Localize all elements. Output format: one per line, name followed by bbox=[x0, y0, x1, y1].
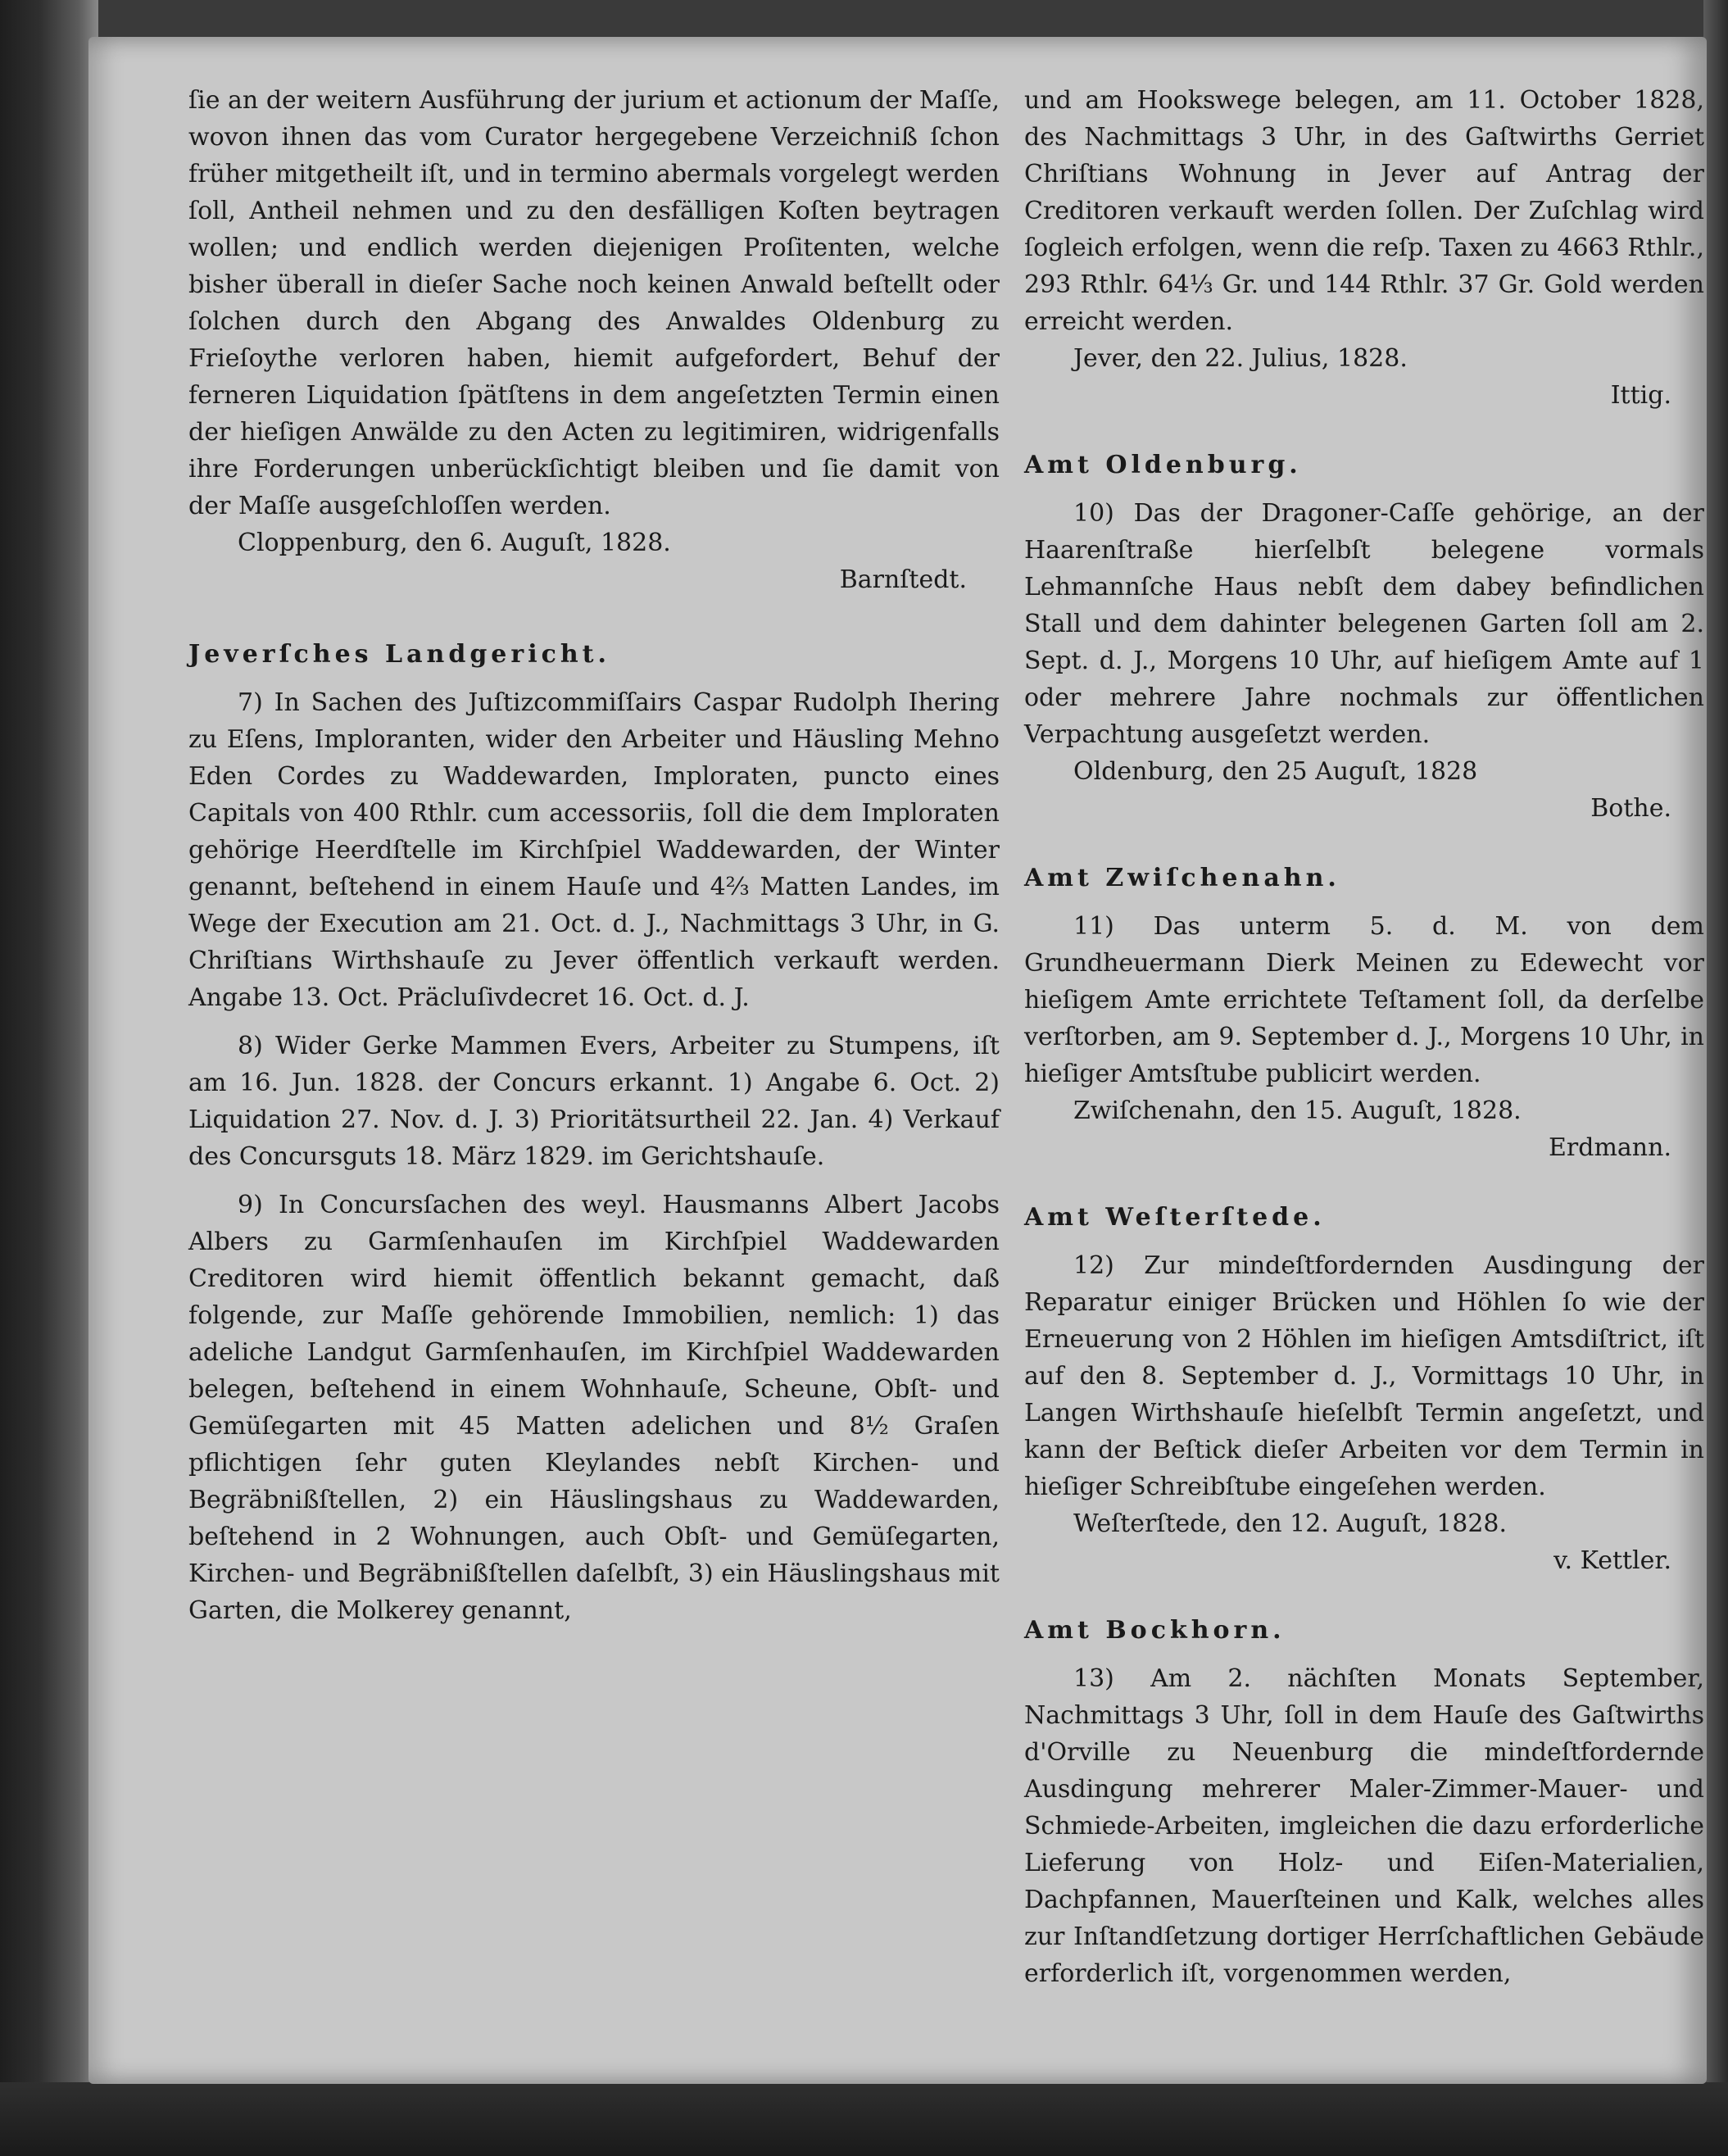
section-heading-westerstede: Amt Weſterſtede. bbox=[1024, 1203, 1326, 1232]
signature-barnstedt: Barnſtedt. bbox=[839, 565, 967, 594]
dateline-oldenburg: Oldenburg, den 25 Auguſt, 1828 bbox=[1073, 757, 1478, 786]
section-heading-oldenburg: Amt Oldenburg. bbox=[1024, 451, 1302, 479]
book-binding-left bbox=[0, 0, 98, 2156]
book-edge-bottom bbox=[0, 2082, 1728, 2156]
signature-kettler: v. Kettler. bbox=[1553, 1546, 1671, 1575]
notice-10: 10) Das der Dragoner-Caſſe gehörige, an der Haarenſtraße hierſelbſt belegene vormals Lehmannſche Haus nebſt dem dabey befindlichen Stall und dem dahinter belegenen Garten ſoll am 2. Sept. d. J., Morgens 10 Uhr, auf hieſigem Amte auf 1 oder mehrere Jahre nochmals zur öffentlichen Verpachtung ausgeſetzt werden. bbox=[1024, 499, 1704, 749]
dateline-westerstede: Weſterſtede, den 12. Auguſt, 1828. bbox=[1073, 1509, 1508, 1538]
paragraph-continuation-left: ſie an der weitern Ausführung der jurium et actionum der Maſſe, wovon ihnen das vom Curator hergegebene Verzeichniß ſchon früher mitgetheilt iſt, und in termino abermals vorgelegt werden ſoll, Antheil nehmen und zu den desfälligen Koſten beytragen wollen; und endlich werden diejenigen Proſitenten, welche bisher überall in dieſer Sache noch keinen Anwald beſtellt oder ſolchen durch den Abgang des Anwaldes Oldenburg zu Frieſoythe verloren haben, hiemit aufgefordert, Behuf der ferneren Liquidation ſpätſtens in dem angeſetzten Termin einen der hieſigen Anwälde zu den Acten zu legitimiren, widrigenfalls ihre Forderungen unberückſichtigt bleiben und ſie damit von der Maſſe ausgeſchloſſen werden. bbox=[188, 86, 1000, 520]
paragraph-continuation-right: und am Hookswege belegen, am 11. October 1828, des Nachmittags 3 Uhr, in des Gaſtwirths Gerriet Chriſtians Wohnung in Jever auf Antrag der Creditoren verkauft werden ſollen. Der Zuſchlag wird ſogleich erfolgen, wenn die reſp. Taxen zu 4663 Rthlr., 293 Rthlr. 64⅓ Gr. und 144 Rthlr. 37 Gr. Gold werden erreicht werden. bbox=[1024, 86, 1704, 336]
signature-bothe: Bothe. bbox=[1590, 794, 1671, 823]
dateline-cloppenburg: Cloppenburg, den 6. Auguſt, 1828. bbox=[238, 529, 671, 557]
section-heading-jever: Jeverſches Landgericht. bbox=[188, 640, 610, 669]
dateline-jever: Jever, den 22. Julius, 1828. bbox=[1073, 344, 1408, 373]
notice-13: 13) Am 2. nächſten Monats September, Nachmittags 3 Uhr, ſoll in dem Hauſe des Gaſtwirths d'Orville zu Neuenburg die mindeſtfordernde Ausdingung mehrerer Maler-Zimmer-Mauer- und Schmiede-Arbeiten, imgleichen die dazu erforderliche Lieferung von Holz- und Eiſen-Materialien, Dachpfannen, Mauerſteinen und Kalk, welches alles zur Inſtandſetzung dortiger Herrſchaftlichen Gebäude erforderlich iſt, vorgenommen werden, bbox=[1024, 1664, 1704, 1988]
section-heading-bockhorn: Amt Bockhorn. bbox=[1024, 1616, 1286, 1645]
dateline-zwischenahn: Zwiſchenahn, den 15. Auguſt, 1828. bbox=[1073, 1096, 1522, 1125]
signature-erdmann: Erdmann. bbox=[1549, 1133, 1671, 1162]
book-edge-right bbox=[1703, 0, 1728, 2156]
notice-7: 7) In Sachen des Juſtizcommiſſairs Caspar Rudolph Ihering zu Eſens, Imploranten, wider den Arbeiter und Häusling Mehno Eden Cordes zu Waddewarden, Imploraten, puncto eines Capitals von 400 Rthlr. cum accessoriis, ſoll die dem Imploraten gehörige Heerdſtelle im Kirchſpiel Waddewarden, der Winter genannt, beſtehend in einem Hauſe und 4⅔ Matten Landes, im Wege der Execution am 21. Oct. d. J., Nachmittags 3 Uhr, in G. Chriſtians Wirthshauſe zu Jever öffentlich verkauft werden. Angabe 13. Oct. Präcluſivdecret 16. Oct. d. J. bbox=[188, 688, 1000, 1012]
notice-9: 9) In Concursſachen des weyl. Hausmanns Albert Jacobs Albers zu Garmſenhauſen im Kirchſpiel Waddewarden Creditoren wird hiemit öffentlich bekannt gemacht, daß folgende, zur Maſſe gehörende Immobilien, nemlich: 1) das adeliche Landgut Garmſenhauſen, im Kirchſpiel Waddewarden belegen, beſtehend in einem Wohnhauſe, Scheune, Obſt- und Gemüſegarten mit 45 Matten adelichen und 8½ Graſen pflichtigen ſehr guten Kleylandes nebſt Kirchen- und Begräbnißſtellen, 2) ein Häuslingshaus zu Waddewarden, beſtehend in 2 Wohnungen, auch Obſt- und Gemüſegarten, Kirchen- und Begräbnißſtellen daſelbſt, 3) ein Häuslingshaus mit Garten, die Molkerey genannt, bbox=[188, 1191, 1000, 1625]
signature-ittig: Ittig. bbox=[1610, 381, 1671, 410]
notice-8: 8) Wider Gerke Mammen Evers, Arbeiter zu Stumpens, iſt am 16. Jun. 1828. der Concurs erkannt. 1) Angabe 6. Oct. 2) Liquidation 27. Nov. d. J. 3) Prioritätsurtheil 22. Jan. 4) Verkauf des Concursguts 18. März 1829. im Gerichtshauſe. bbox=[188, 1032, 1000, 1171]
notice-11: 11) Das unterm 5. d. M. von dem Grundheuermann Dierk Meinen zu Edewecht vor hieſigem Amte errichtete Teſtament ſoll, da derſelbe verſtorben, am 9. September d. J., Morgens 10 Uhr, in hieſiger Amtsſtube publicirt werden. bbox=[1024, 912, 1704, 1088]
notice-12: 12) Zur mindeſtfordernden Ausdingung der Reparatur einiger Brücken und Höhlen ſo wie der Erneuerung von 2 Höhlen im hieſigen Amtsdiſtrict, iſt auf den 8. September d. J., Vormittags 10 Uhr, in Langen Wirthshauſe hieſelbſt Termin angeſetzt, und kann der Beſtick dieſer Arbeiten vor dem Termin in hieſiger Schreibſtube eingeſehen werden. bbox=[1024, 1251, 1704, 1501]
left-column bbox=[188, 82, 1000, 1629]
right-column bbox=[1024, 82, 1704, 1992]
section-heading-zwischenahn: Amt Zwiſchenahn. bbox=[1024, 864, 1340, 892]
